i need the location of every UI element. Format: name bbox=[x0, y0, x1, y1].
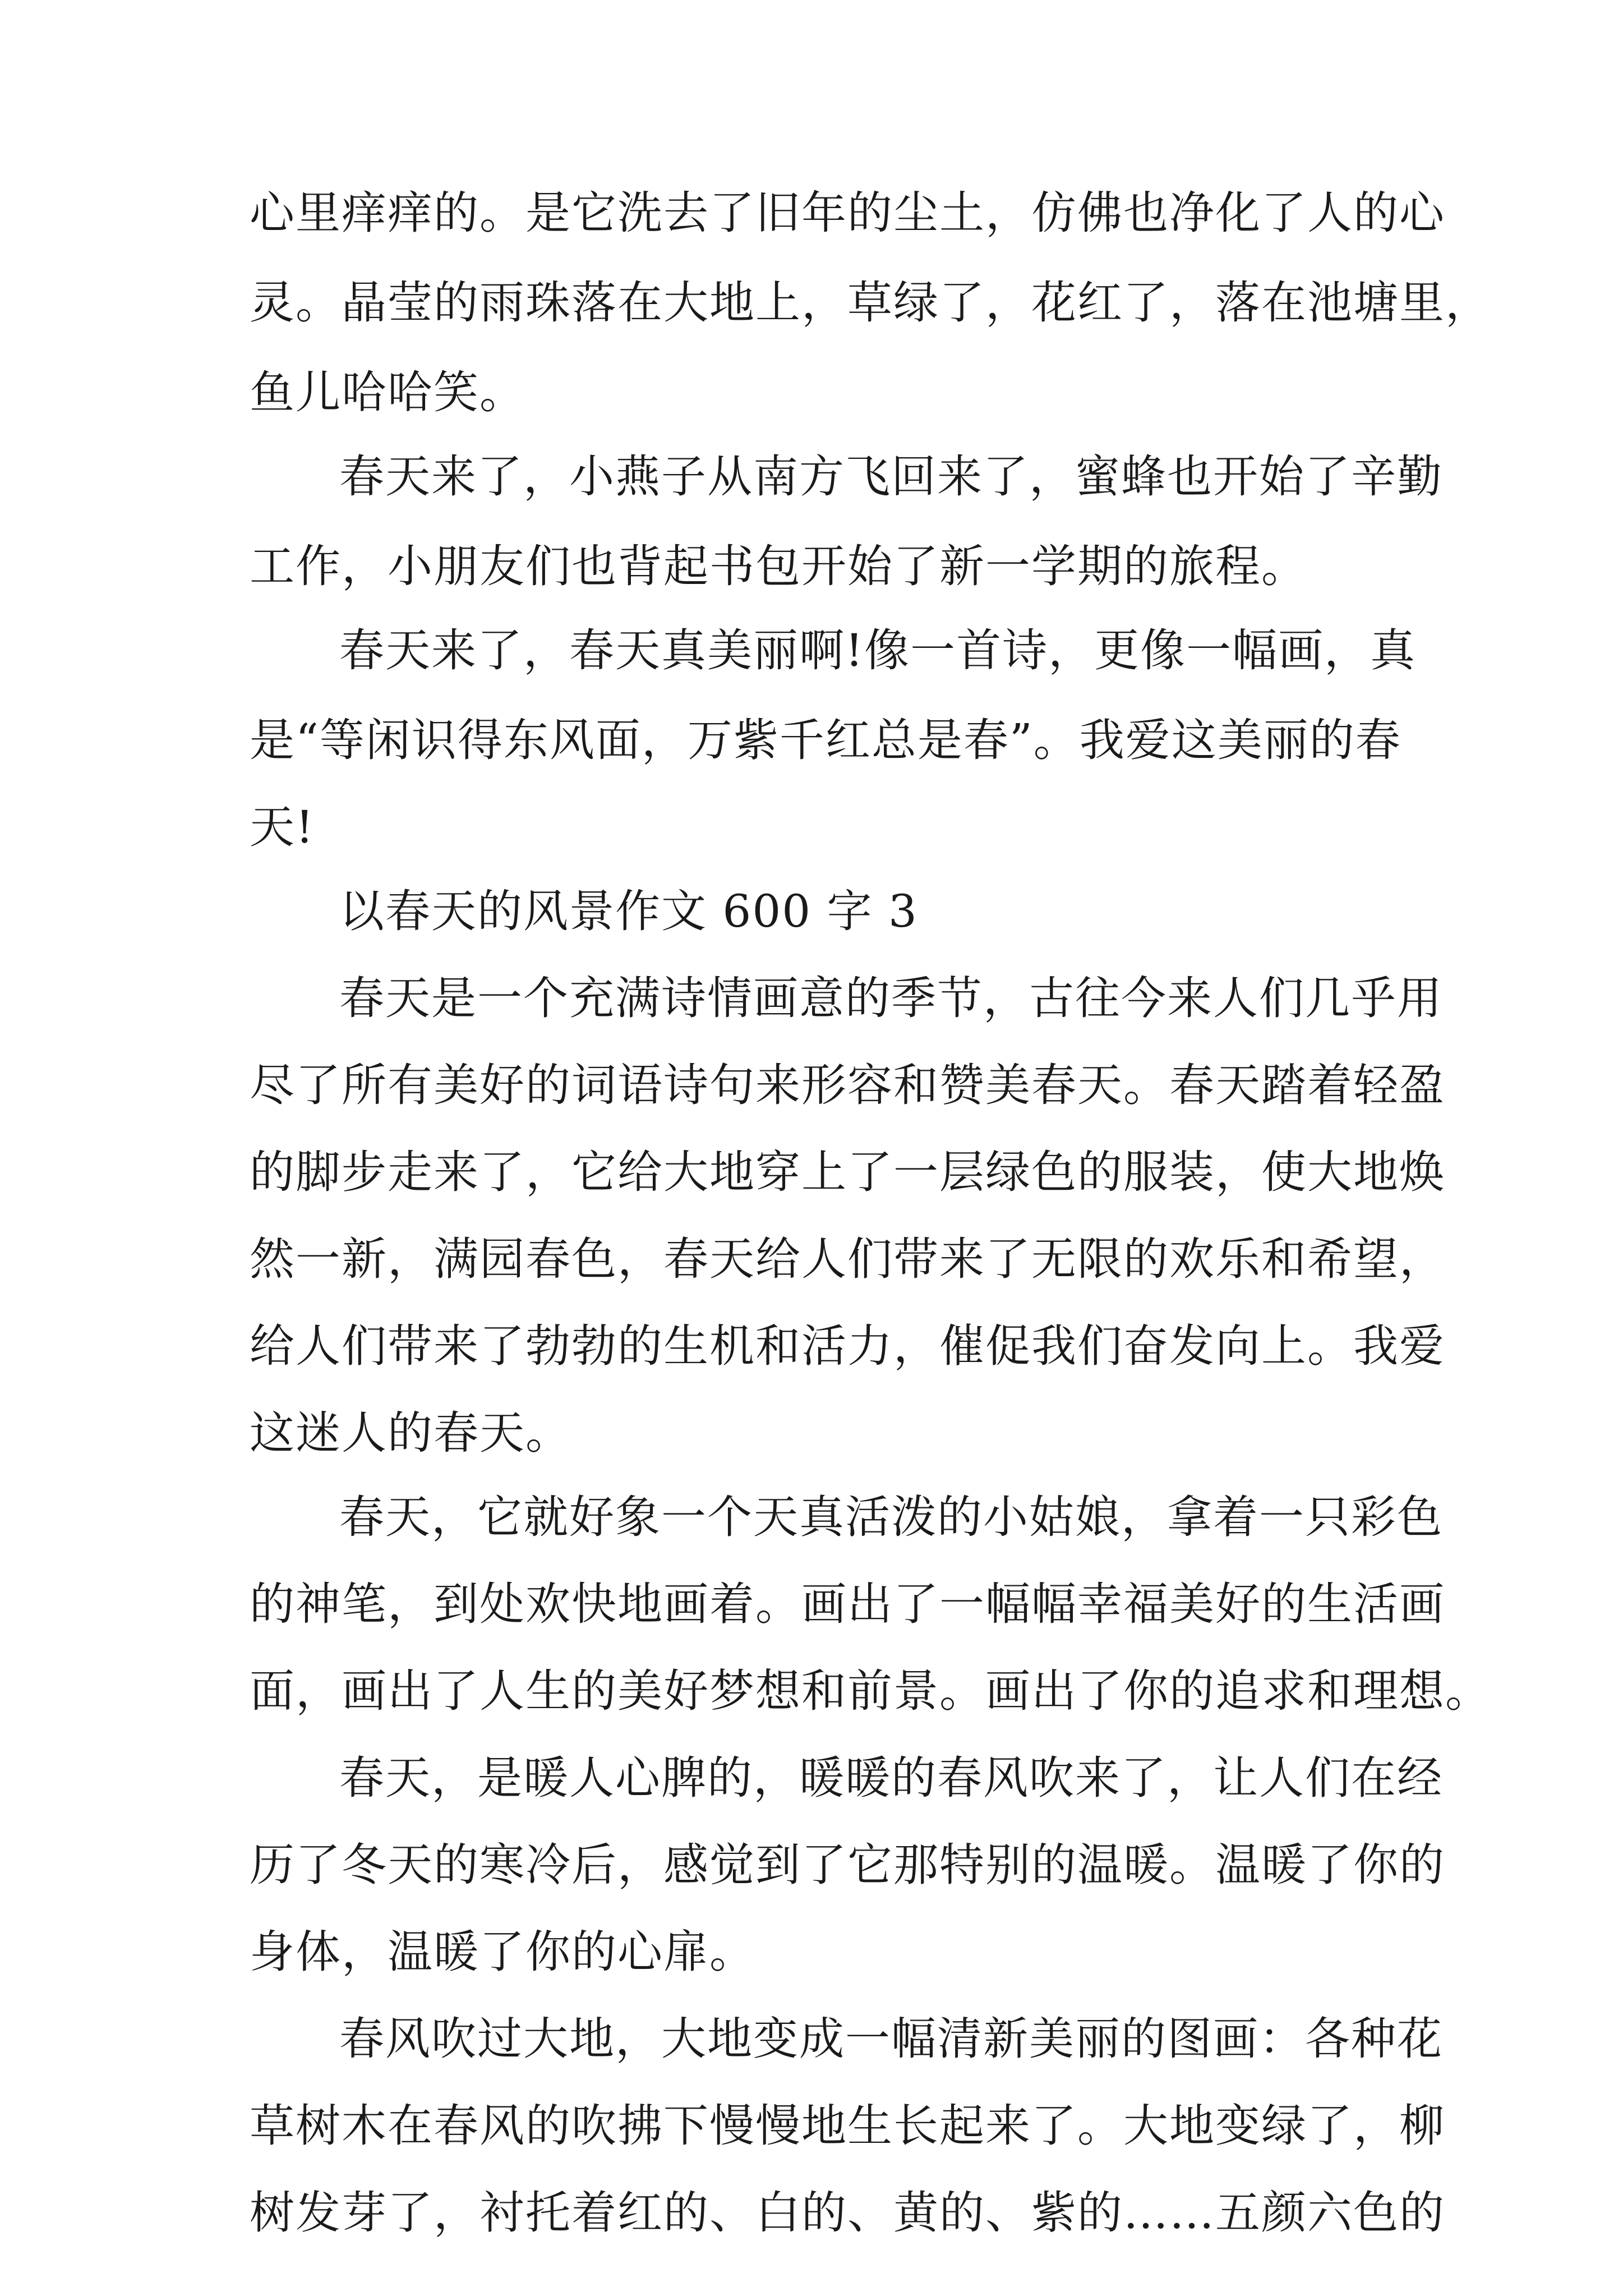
text-line: 然一新，满园春色，春天给人们带来了无限的欢乐和希望， bbox=[250, 1233, 1445, 1285]
text-line: 春天，它就好象一个天真活泼的小姑娘，拿着一只彩色 bbox=[339, 1491, 1443, 1543]
text-line: 身体，温暖了你的心扉。 bbox=[250, 1926, 755, 1978]
text-line: 面，画出了人生的美好梦想和前景。画出了你的追求和理想。 bbox=[250, 1665, 1491, 1717]
text-line: 灵。晶莹的雨珠落在大地上，草绿了，花红了，落在池塘里， bbox=[250, 277, 1491, 329]
text-line: 的脚步走来了，它给大地穿上了一层绿色的服装，使大地焕 bbox=[250, 1146, 1445, 1198]
text-line: 草树木在春风的吹拂下慢慢地生长起来了。大地变绿了，柳 bbox=[250, 2100, 1445, 2152]
text-line: 历了冬天的寒冷后，感觉到了它那特别的温暖。温暖了你的 bbox=[250, 1839, 1445, 1891]
text-line: 春天来了，春天真美丽啊!像一首诗，更像一幅画，真 bbox=[339, 624, 1417, 677]
text-line: 心里痒痒的。是它洗去了旧年的尘土，仿佛也净化了人的心 bbox=[250, 187, 1445, 239]
text-line: 春天，是暖人心脾的，暖暖的春风吹来了，让人们在经 bbox=[339, 1752, 1443, 1804]
text-line: 是“等闲识得东风面，万紫千红总是春”。我爱这美丽的春 bbox=[250, 714, 1401, 766]
section-heading: 以春天的风景作文 600 字 3 bbox=[339, 885, 918, 937]
text-line: 工作，小朋友们也背起书包开始了新一学期的旅程。 bbox=[250, 540, 1307, 592]
text-line: 天! bbox=[250, 801, 315, 853]
text-line: 的神笔，到处欢快地画着。画出了一幅幅幸福美好的生活画 bbox=[250, 1578, 1445, 1630]
text-line: 春风吹过大地，大地变成一幅清新美丽的图画：各种花 bbox=[339, 2013, 1443, 2065]
text-line: 这迷人的春天。 bbox=[250, 1407, 571, 1459]
text-line: 春天来了，小燕子从南方飞回来了，蜜蜂也开始了辛勤 bbox=[339, 450, 1443, 503]
text-line: 给人们带来了勃勃的生机和活力，催促我们奋发向上。我爱 bbox=[250, 1320, 1445, 1372]
text-line: 尽了所有美好的词语诗句来形容和赞美春天。春天踏着轻盈 bbox=[250, 1059, 1445, 1111]
text-line: 鱼儿哈哈笑。 bbox=[250, 366, 525, 418]
text-line: 春天是一个充满诗情画意的季节，古往今来人们几乎用 bbox=[339, 972, 1443, 1024]
text-line: 树发芽了，衬托着红的、白的、黄的、紫的……五颜六色的 bbox=[250, 2187, 1445, 2239]
